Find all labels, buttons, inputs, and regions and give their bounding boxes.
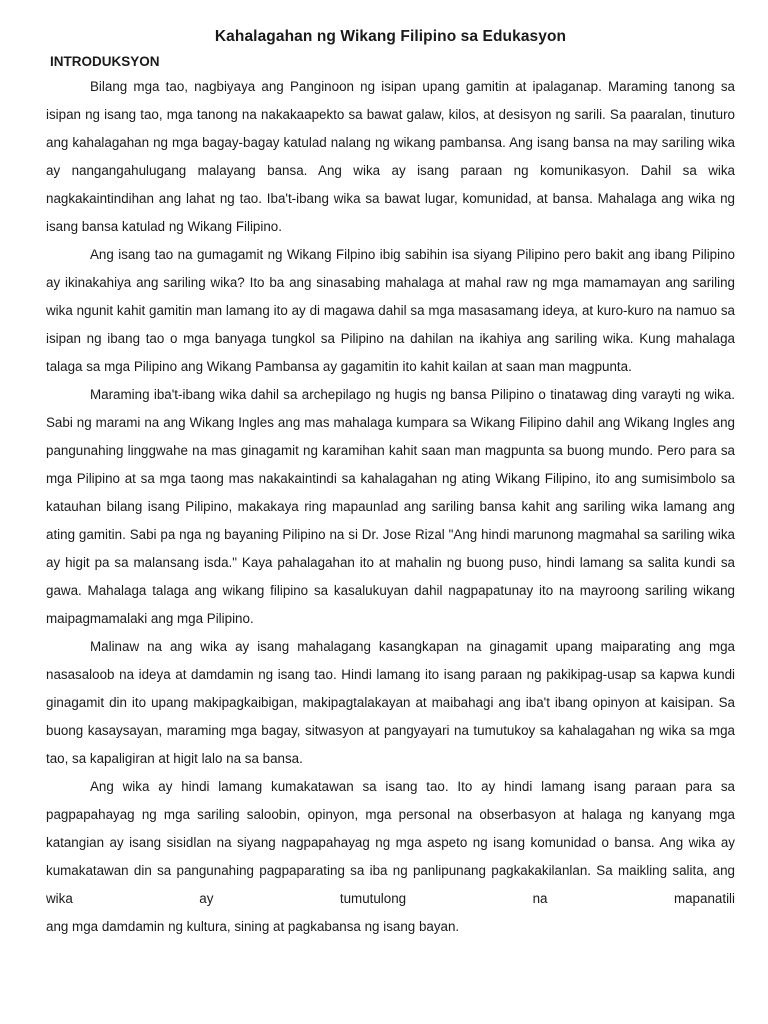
document-title: Kahalagahan ng Wikang Filipino sa Edukasyon (214, 28, 567, 45)
paragraph-5: Ang wika ay hindi lamang kumakatawan sa isang tao. Ito ay hindi lamang isang paraan para sa pagpapahayag ng mga sariling saloobin, opinyon, mga personal na obserbasyon at halaga ng kanyang mga katangian ay isang sisidlan na siyang nagpapahayag ng mga aspeto ng isang komunidad o bansa. Ang wika ay kumakatawan din sa pangunahing pagpaparating sa iba ng panlipunang pagkakakilanlan. Sa maikling salita, ang wika ay tumutulong na mapanatili (46, 779, 735, 906)
section-heading: INTRODUKSYON (50, 54, 160, 69)
paragraph-4: Malinaw na ang wika ay isang mahalagang kasangkapan na ginagamit upang maiparating ang mga nasasaloob na ideya at damdamin ng isang tao. Hindi lamang ito isang paraan ng pakikipag-usap sa kapwa kundi ginagamit din ito upang makipagkaibigan, makipagtalakayan at maibahagi ang iba't ibang opinyon at kaisipan. Sa buong kasaysayan, maraming mga bagay, sitwasyon at pangyayari na tumutukoy sa kahalagahan ng wika sa mga tao, sa kapaligiran at higit lalo na sa bansa. (46, 639, 735, 766)
paragraph-2: Ang isang tao na gumagamit ng Wikang Filpino ibig sabihin isa siyang Pilipino pero bakit ang ibang Pilipino ay ikinakahiya ang sariling wika? Ito ba ang sinasabing mahalaga at mahal raw ng mga mamamayan ang sariling wika ngunit kahit gamitin man lamang ito ay di magawa dahil sa mga masasamang ideya, at kuro-kuro na namuo sa isipan ng ibang tao o mga banyaga tungkol sa Pilipino na dahilan na ikahiya ang sariling wika. Kung mahalaga talaga sa mga Pilipino ang Wikang Pambansa ay gagamitin ito kahit kailan at saan man magpunta. (46, 247, 735, 374)
document-page (46, 22, 735, 941)
paragraph-3: Maraming iba't-ibang wika dahil sa archepilago ng hugis ng bansa Pilipino o tinatawag ding varayti ng wika. Sabi ng marami na ang Wikang Ingles ang mas mahalaga kumpara sa Wikang Filipino dahil ang Wikang Ingles ang pangunahing linggwahe na mas ginagamit ng karamihan kahit saan man magpunta sa buong mundo. Pero para sa mga Pilipino at sa mga taong mas nakakaintindi sa kahalagahan ng ating Wikang Filipino, ito ang sumisimbolo sa katauhan bilang isang Pilipino, makakaya ring mapaunlad ang sariling bansa kahit ang sariling wika lamang ang ating gamitin. Sabi pa nga ng bayaning Pilipino na si Dr. Jose Rizal "Ang hindi marunong magmahal sa sariling wika ay higit pa sa malansang isda." Kaya pahalagahan ito at mahalin ng buong puso, hindi lamang sa salita kundi sa gawa. Mahalaga talaga ang wikang filipino sa kasalukuyan dahil nagpapatunay ito na mayroong sariling wikang maipagmamalaki ang mga Pilipino. (46, 387, 735, 626)
paragraph-5-end: ang mga damdamin ng kultura, sining at pagkabansa ng isang bayan. (46, 919, 460, 934)
paragraph-1: Bilang mga tao, nagbiyaya ang Panginoon ng isipan upang gamitin at ipalaganap. Maraming tanong sa isipan ng isang tao, mga tanong na nakakaapekto sa bawat galaw, kilos, at desisyon ng sarili. Sa paaralan, tinuturo ang kahalagahan ng mga bagay-bagay katulad nalang ng wikang pambansa. Ang isang bansa na may sariling wika ay nangangahulugang malayang bansa. Ang wika ay isang paraan ng komunikasyon. Dahil sa wika nagkakaintindihan ang lahat ng tao. Iba't-ibang wika sa bawat lugar, komunidad, at bansa. Mahalaga ang wika ng isang bansa katulad ng Wikang Filipino. (46, 79, 735, 234)
